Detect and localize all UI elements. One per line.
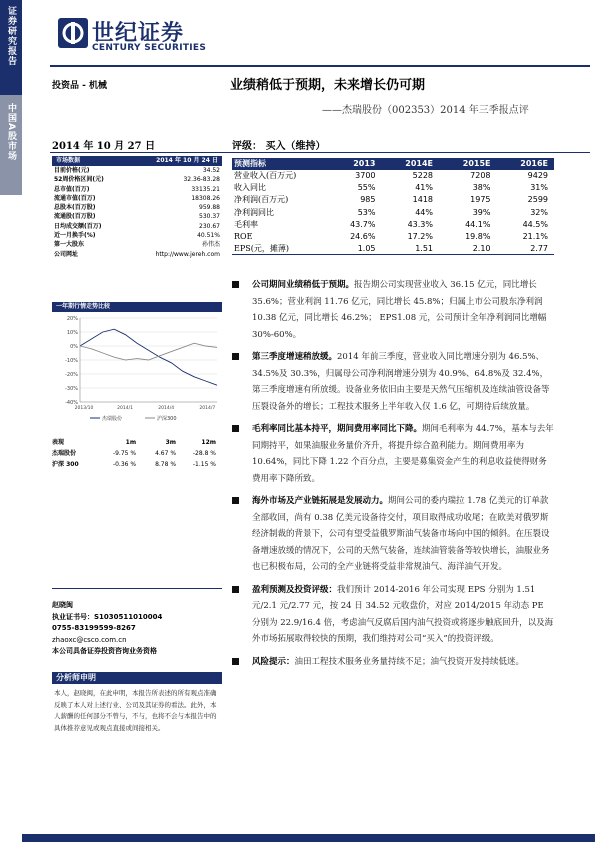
chart-xtick-label: 2013/10 [74, 406, 94, 411]
key-point-title: 公司期间业绩稍低于预期。 [252, 280, 355, 290]
forecast-cell: 2.77 [530, 244, 548, 254]
forecast-cell: 44.5% [522, 219, 548, 229]
forecast-table [232, 158, 554, 255]
market-data-value: 40.51% [197, 232, 220, 240]
market-data-key: 近一月换手(%) [54, 232, 96, 240]
market-data-row [52, 175, 222, 184]
forecast-cell: 净利润同比 [234, 207, 274, 217]
forecast-cell: 985 [360, 195, 376, 205]
company-logo [58, 14, 218, 58]
chart-ytick-label: -10% [65, 358, 78, 364]
forecast-cell: 1975 [470, 195, 491, 205]
analyst-statement [52, 672, 222, 738]
chart-title: 一年期行情走势比较 [52, 302, 222, 312]
forecast-cell: 43.3% [407, 219, 433, 229]
chart-xtick-label: 2014/4 [158, 406, 175, 411]
forecast-cell: 毛利率 [234, 219, 258, 229]
bullet-square-icon [232, 425, 239, 432]
market-data-value: 孙伟杰 [201, 241, 220, 249]
market-data-date: 2014 年 10 月 24 日 [156, 157, 218, 164]
key-point [232, 582, 554, 648]
market-data-row [52, 185, 222, 194]
forecast-cell: 营业收入(百万元) [234, 171, 297, 180]
statement-header: 分析师申明 [52, 672, 222, 684]
sidebar [0, 0, 22, 842]
forecast-row [232, 231, 554, 243]
market-data-value: 18308.26 [191, 194, 220, 202]
forecast-cell: 39% [472, 207, 491, 217]
forecast-cell: 53% [357, 207, 376, 217]
market-data-row [52, 203, 222, 212]
performance-cell: 8.78 % [155, 461, 177, 468]
performance-cell: 沪深 300 [52, 461, 79, 468]
report-subtitle: ——杰瑞股份（002353）2014 年三季报点评 [322, 105, 529, 116]
forecast-cell: 38% [472, 183, 491, 193]
performance-table [52, 437, 222, 470]
market-data-row [52, 222, 222, 231]
key-point [232, 654, 554, 671]
chart-legend-label: 沪深300 [157, 416, 177, 422]
market-data-table [52, 156, 222, 259]
forecast-cell: 5228 [412, 171, 433, 180]
price-chart [52, 302, 222, 432]
key-point [232, 277, 554, 343]
forecast-cell: 44.1% [465, 219, 491, 229]
statement-body: 本人，赵晓闽，在此申明，本报告所表述的所有观点准确反映了本人对上述行业、公司及其证券的看法。此外，本人薪酬的任何部分不曾与，不与，也将不会与本报告中的具体推荐意见或观点直接或间接相关。 [54, 689, 217, 732]
rating-divider [50, 152, 590, 153]
chart-ytick-label: 20% [66, 316, 78, 322]
chart-ytick-label: 0% [70, 344, 78, 350]
performance-head-cell: 12m [201, 439, 216, 446]
sidebar-top-band [0, 0, 22, 95]
chart-ytick-label: -30% [65, 386, 78, 392]
analyst-email[interactable]: zhaoxc@csco.com.cn [52, 635, 127, 644]
market-data-row [52, 240, 222, 249]
chart-ytick-label: 10% [66, 330, 78, 336]
logo-text-cn: 世纪证券 [92, 21, 185, 46]
chart-svg [52, 312, 222, 432]
analyst-info [52, 600, 227, 658]
forecast-cell: ROE [234, 231, 253, 241]
market-data-key: 总市值(百万) [54, 185, 90, 193]
market-data-value: 230.67 [199, 222, 220, 230]
market-data-row [52, 231, 222, 240]
forecast-cell: 21.1% [522, 231, 548, 241]
key-point-title: 风险提示： [252, 656, 295, 667]
forecast-cell: 2599 [527, 195, 548, 205]
key-point [232, 421, 554, 487]
chart-series-line-0 [80, 329, 217, 385]
forecast-head-cell: 2016E [520, 159, 548, 168]
key-point-title: 毛利率同比基本持平，期间费用率同比下降。 [252, 424, 423, 434]
market-data-value: 32.36-83.28 [183, 176, 220, 184]
chart-ytick-label: -20% [65, 372, 78, 378]
forecast-head-cell: 2014E [405, 159, 433, 168]
market-data-value: 33135.21 [191, 185, 220, 193]
forecast-row [232, 207, 554, 219]
report-date: 2014 年 10 月 27 日 [52, 141, 156, 152]
key-point [232, 493, 554, 576]
forecast-cell: 净利润(百万元) [234, 195, 289, 205]
analyst-phone: 0755-83199599-8267 [52, 624, 136, 632]
market-data-row [52, 194, 222, 203]
bullet-square-icon [232, 658, 239, 665]
bullet-square-icon [232, 497, 239, 504]
analyst-license: 执业证书号：S1030511010004 [52, 612, 163, 621]
report-title: 业绩稍低于预期，未来增长仍可期 [230, 78, 426, 93]
key-point-title: 第三季度增速稍放缓。 [252, 352, 338, 362]
bullet-square-icon [232, 281, 239, 288]
key-points [232, 277, 554, 676]
key-point-text: 期间毛利率为 44.7%，基本与去年同期持平，如果油服业务量价齐升，将提升综合盈利能力。期间费用率为 10.64%，同比下降 1.22 个百分点，主要是募集资金产生的利息收益使得财务费用率下降所致。 [252, 424, 554, 484]
market-data-key: 第一大股东 [54, 241, 85, 249]
sidebar-mid-band [0, 95, 22, 195]
forecast-cell: 1.05 [357, 244, 376, 254]
forecast-row [232, 194, 554, 206]
logo-mark-icon [58, 18, 88, 48]
forecast-head-cell: 2013 [353, 159, 376, 168]
forecast-cell: 收入同比 [234, 183, 266, 193]
forecast-row [232, 182, 554, 194]
performance-row [52, 459, 222, 470]
key-point-text: 2014 年前三季度，营业收入同比增速分别为 46.5%、34.5%及 30.3%，归属母公司净利润增速分别为 40.9%、64.8%及 32.4%，第三季度增速有所放缓。设备业务依旧由主要是天然气压缩机及连续油管设备等压裂设备外的增长；工程技术服务上半年收入仅 1.6 亿，可期待后续放量。 [252, 352, 550, 412]
forecast-cell: 19.8% [465, 231, 491, 241]
performance-divider [52, 588, 222, 589]
forecast-cell: EPS(元，摊薄) [234, 244, 289, 254]
performance-head-cell: 3m [165, 439, 177, 446]
performance-row [52, 448, 222, 459]
forecast-head-cell: 2015E [462, 159, 491, 168]
header-divider [50, 65, 590, 67]
chart-series-line-1 [80, 343, 217, 360]
market-data-key: 流通市值(百万) [54, 194, 96, 202]
performance-header [52, 437, 222, 448]
forecast-row [232, 243, 554, 255]
forecast-row [232, 170, 554, 182]
logo-text-en: CENTURY SECURITIES [92, 43, 207, 53]
key-point [232, 349, 554, 415]
key-point-title: 盈利预测及投资评级： [252, 584, 338, 595]
market-data-value: 34.52 [202, 167, 220, 174]
sidebar-market-label: 中国A股市场 [6, 103, 16, 161]
industry-category: 投资品 - 机械 [52, 81, 108, 91]
chart-legend-label: 杰瑞股份 [102, 416, 123, 422]
forecast-row [232, 219, 554, 231]
performance-cell: -1.15 % [192, 461, 216, 468]
rating-text: 评级： 买入（维持） [232, 141, 326, 152]
forecast-cell: 55% [357, 183, 376, 193]
forecast-cell: 7208 [470, 171, 491, 180]
market-data-key: 52周价格区间(元) [54, 176, 104, 184]
market-data-row [52, 166, 222, 175]
market-data-value: http://www.jereh.com [155, 250, 220, 258]
key-point-text: 报告期公司实现营业收入 36.15 亿元，同比增长 35.6%；营业利润 11.76 亿元，同比增长 45.8%；归属上市公司股东净利润 10.38 亿元，同比增长 46.2%； EPS1.08 元，公司预计全年净利润同比增幅 30%-60%。 [252, 280, 547, 340]
performance-cell: -9.75 % [112, 450, 137, 457]
chart-xtick-label: 2014/7 [199, 406, 216, 411]
performance-cell: 杰瑞股份 [52, 450, 77, 457]
chart-ytick-label: -40% [65, 400, 78, 406]
key-point-text: 期间公司的委内瑞拉 1.78 亿美元的订单款全部收回，尚有 0.38 亿美元设备待交付，项目取得成功收尾；在欧美对俄罗斯经济制裁的背景下，公司有望受益俄罗斯油气装备市场向中国的倾斜。在压裂设备增速放缓的情况下，公司的天然气装备，连续油管装备等较快增长，油服业务也已积极布局，公司的全产业链将受益非常规油气、海洋油气开发。 [252, 496, 550, 572]
forecast-cell: 17.2% [407, 231, 433, 241]
sidebar-section-label: 证券研究报告 [6, 6, 16, 66]
footer-band [22, 834, 595, 842]
key-point-text: 我们预计 2014-2016 年公司实现 EPS 分别为 1.51 元/2.1 元/2.77 元，按 24 日 34.52 元收盘价，对应 2014/2015 年动态 PE 分别为 22.9/16.4 倍，考虑油气反腐后国内油气投资或将逐步触底回升，以及海外市场拓展取得较快的预期，我们维持对公司“买入”的投资评级。 [252, 584, 554, 644]
market-data-row [52, 250, 222, 259]
forecast-cell: 41% [415, 183, 433, 193]
forecast-cell: 9429 [527, 171, 548, 180]
performance-head-cell: 1m [125, 439, 137, 446]
performance-cell: 4.67 % [155, 450, 177, 457]
bullet-square-icon [232, 586, 239, 593]
market-data-key: 流通股(百万股) [54, 213, 96, 221]
forecast-cell: 31% [530, 183, 548, 193]
forecast-cell: 1418 [412, 195, 433, 205]
market-data-key: 公司网址 [54, 250, 79, 258]
market-data-key: 总股本(百万股) [54, 204, 96, 212]
market-data-key: 日均成交额(百万) [54, 222, 102, 230]
market-data-row [52, 212, 222, 221]
performance-cell: -28.8 % [192, 450, 216, 457]
forecast-cell: 24.6% [350, 231, 376, 241]
analyst-name: 赵晓闽 [52, 601, 73, 609]
forecast-cell: 44% [415, 207, 433, 217]
analyst-qualification: 本公司具备证券投资咨询业务资格 [52, 647, 157, 655]
key-point-text: 油田工程技术服务业务量持续不足；油气投资开发持续低迷。 [294, 656, 525, 667]
key-point-title: 海外市场及产业链拓展是发展动力。 [252, 496, 389, 506]
forecast-cell: 1.51 [415, 244, 433, 254]
chart-xtick-label: 2014/1 [117, 406, 134, 411]
forecast-cell: 43.7% [350, 219, 376, 229]
performance-head-cell: 表现 [52, 439, 65, 446]
market-data-value: 959.88 [199, 204, 220, 212]
performance-cell: -0.36 % [112, 461, 137, 468]
forecast-header [232, 158, 554, 170]
forecast-head-cell: 预测指标 [234, 159, 266, 168]
market-data-value: 530.37 [199, 213, 220, 221]
market-data-key: 目前价格(元) [54, 167, 90, 174]
forecast-cell: 3700 [355, 171, 376, 180]
forecast-cell: 32% [530, 207, 548, 217]
forecast-cell: 2.10 [472, 244, 491, 254]
bullet-square-icon [232, 353, 239, 360]
market-data-header [52, 156, 222, 166]
market-data-label: 市场数据 [56, 157, 81, 164]
